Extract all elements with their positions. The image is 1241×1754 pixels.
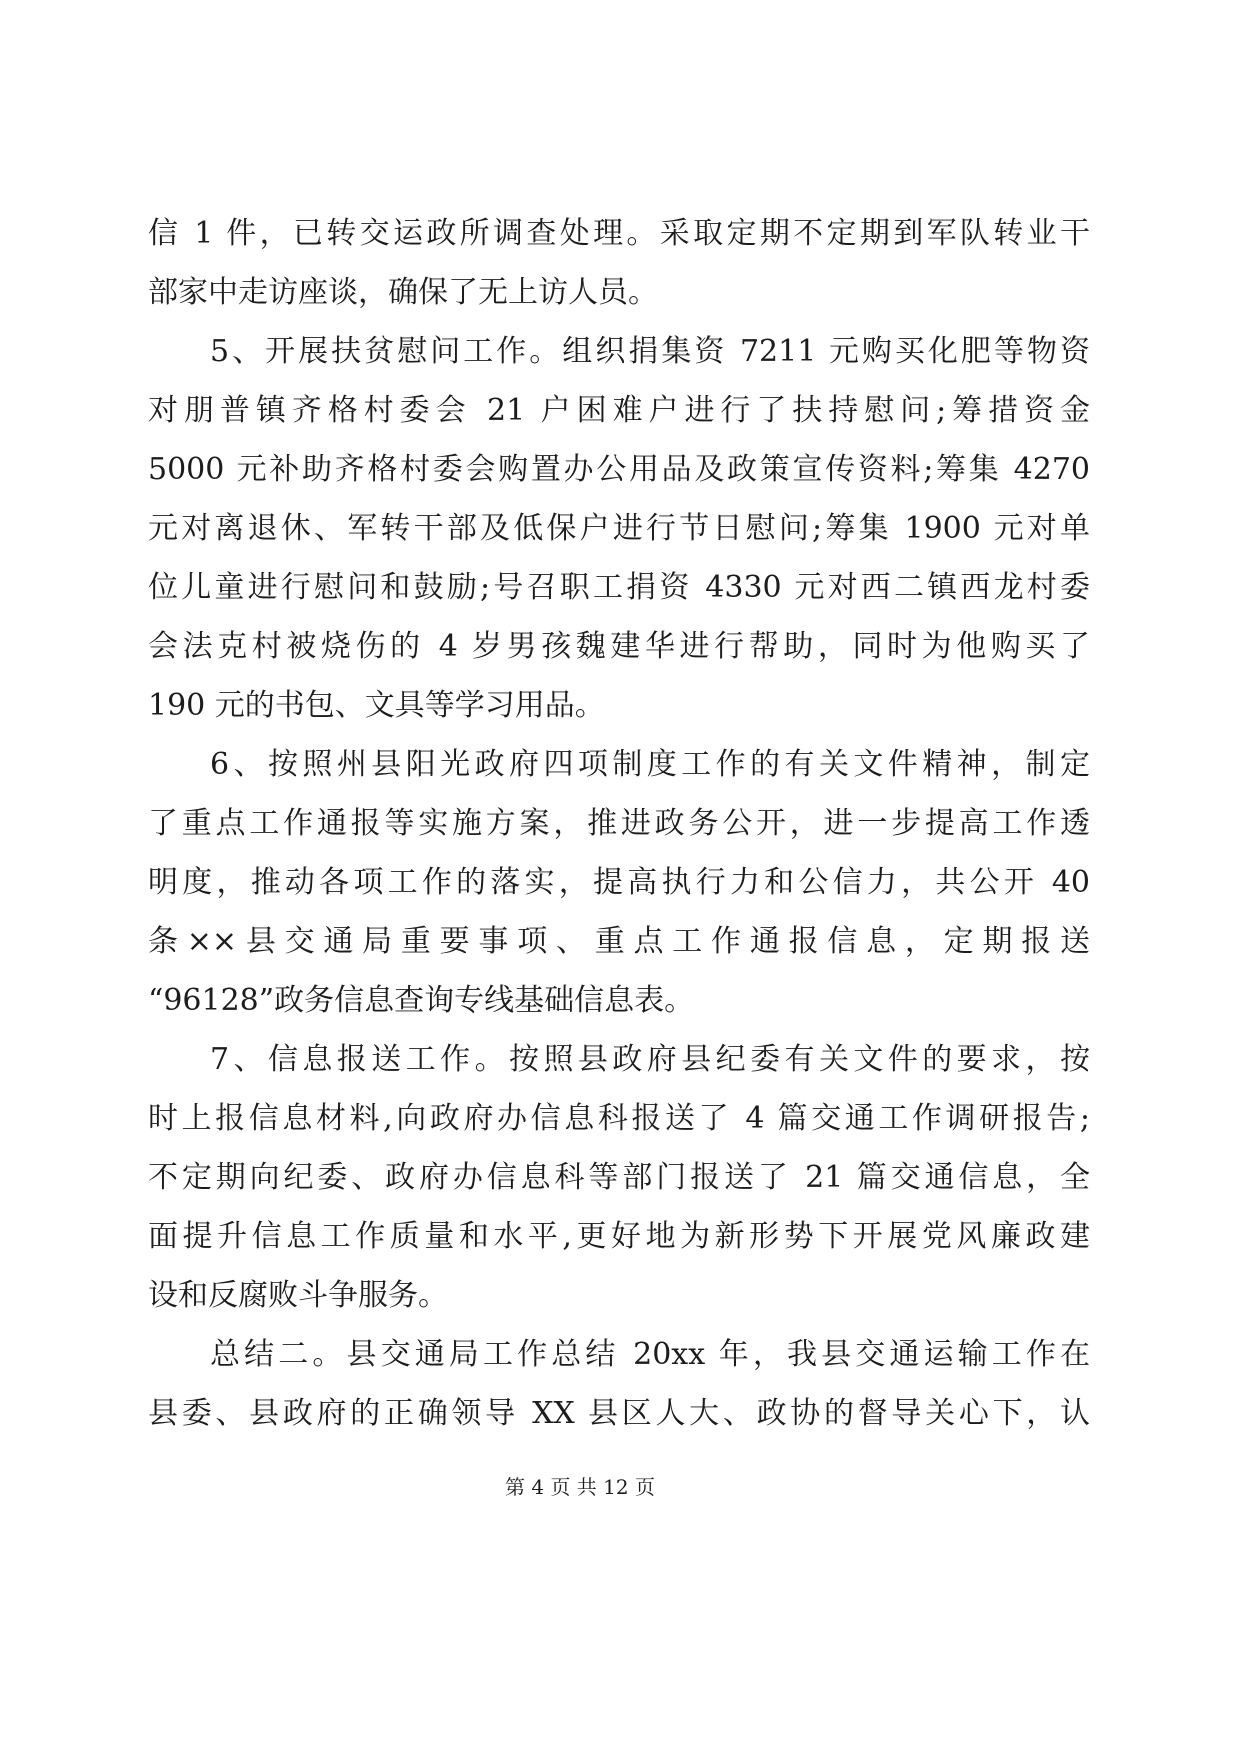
text-line: 时上报信息材料,向政府办信息科报送了 4 篇交通工作调研报告; — [148, 1101, 1090, 1136]
text-line: 位儿童进行慰问和鼓励;号召职工捐资 4330 元对西二镇西龙村委 — [148, 570, 1090, 605]
text-line: 对朋普镇齐格村委会 21 户困难户进行了扶持慰问;筹措资金 — [148, 393, 1090, 428]
text-line: 了重点工作通报等实施方案，推进政务公开，进一步提高工作透 — [148, 806, 1090, 841]
paragraph — [148, 735, 1090, 1030]
text-line: 总结二。县交通局工作总结 20xx 年，我县交通运输工作在 — [210, 1337, 1090, 1372]
text-line: 部家中走访座谈，确保了无上访人员。 — [148, 275, 658, 310]
text-line: 190 元的书包、文具等学习用品。 — [148, 688, 605, 723]
text-line: 条××县交通局重要事项、重点工作通报信息，定期报送 — [148, 924, 1090, 959]
text-line: 明度，推动各项工作的落实，提高执行力和公信力，共公开 40 — [148, 865, 1090, 900]
text-line: 会法克村被烧伤的 4 岁男孩魏建华进行帮助，同时为他购买了 — [148, 629, 1090, 664]
text-line: 面提升信息工作质量和水平,更好地为新形势下开展党风廉政建 — [148, 1219, 1090, 1254]
paragraph — [148, 204, 1090, 322]
text-line: 元对离退休、军转干部及低保户进行节日慰问;筹集 1900 元对单 — [148, 511, 1090, 546]
text-line: 不定期向纪委、政府办信息科等部门报送了 21 篇交通信息，全 — [148, 1160, 1090, 1195]
page-number-footer: 第 4 页 共 12 页 — [505, 1475, 655, 1499]
text-line: 信 1 件，已转交运政所调查处理。采取定期不定期到军队转业干 — [148, 216, 1090, 251]
text-line: “96128”政务信息查询专线基础信息表。 — [148, 983, 695, 1018]
text-line: 设和反腐败斗争服务。 — [148, 1278, 448, 1313]
text-line: 5、开展扶贫慰问工作。组织捐集资 7211 元购买化肥等物资 — [210, 334, 1090, 369]
text-line: 6、按照州县阳光政府四项制度工作的有关文件精神，制定 — [210, 747, 1090, 782]
text-line: 7、信息报送工作。按照县政府县纪委有关文件的要求，按 — [210, 1042, 1090, 1077]
paragraph — [148, 1325, 1090, 1443]
text-line: 5000 元补助齐格村委会购置办公用品及政策宣传资料;筹集 4270 — [148, 452, 1090, 487]
text-line: 县委、县政府的正确领导 XX 县区人大、政协的督导关心下，认 — [148, 1396, 1090, 1431]
paragraph — [148, 1030, 1090, 1325]
paragraph — [148, 322, 1090, 735]
document-body — [148, 204, 1090, 1443]
